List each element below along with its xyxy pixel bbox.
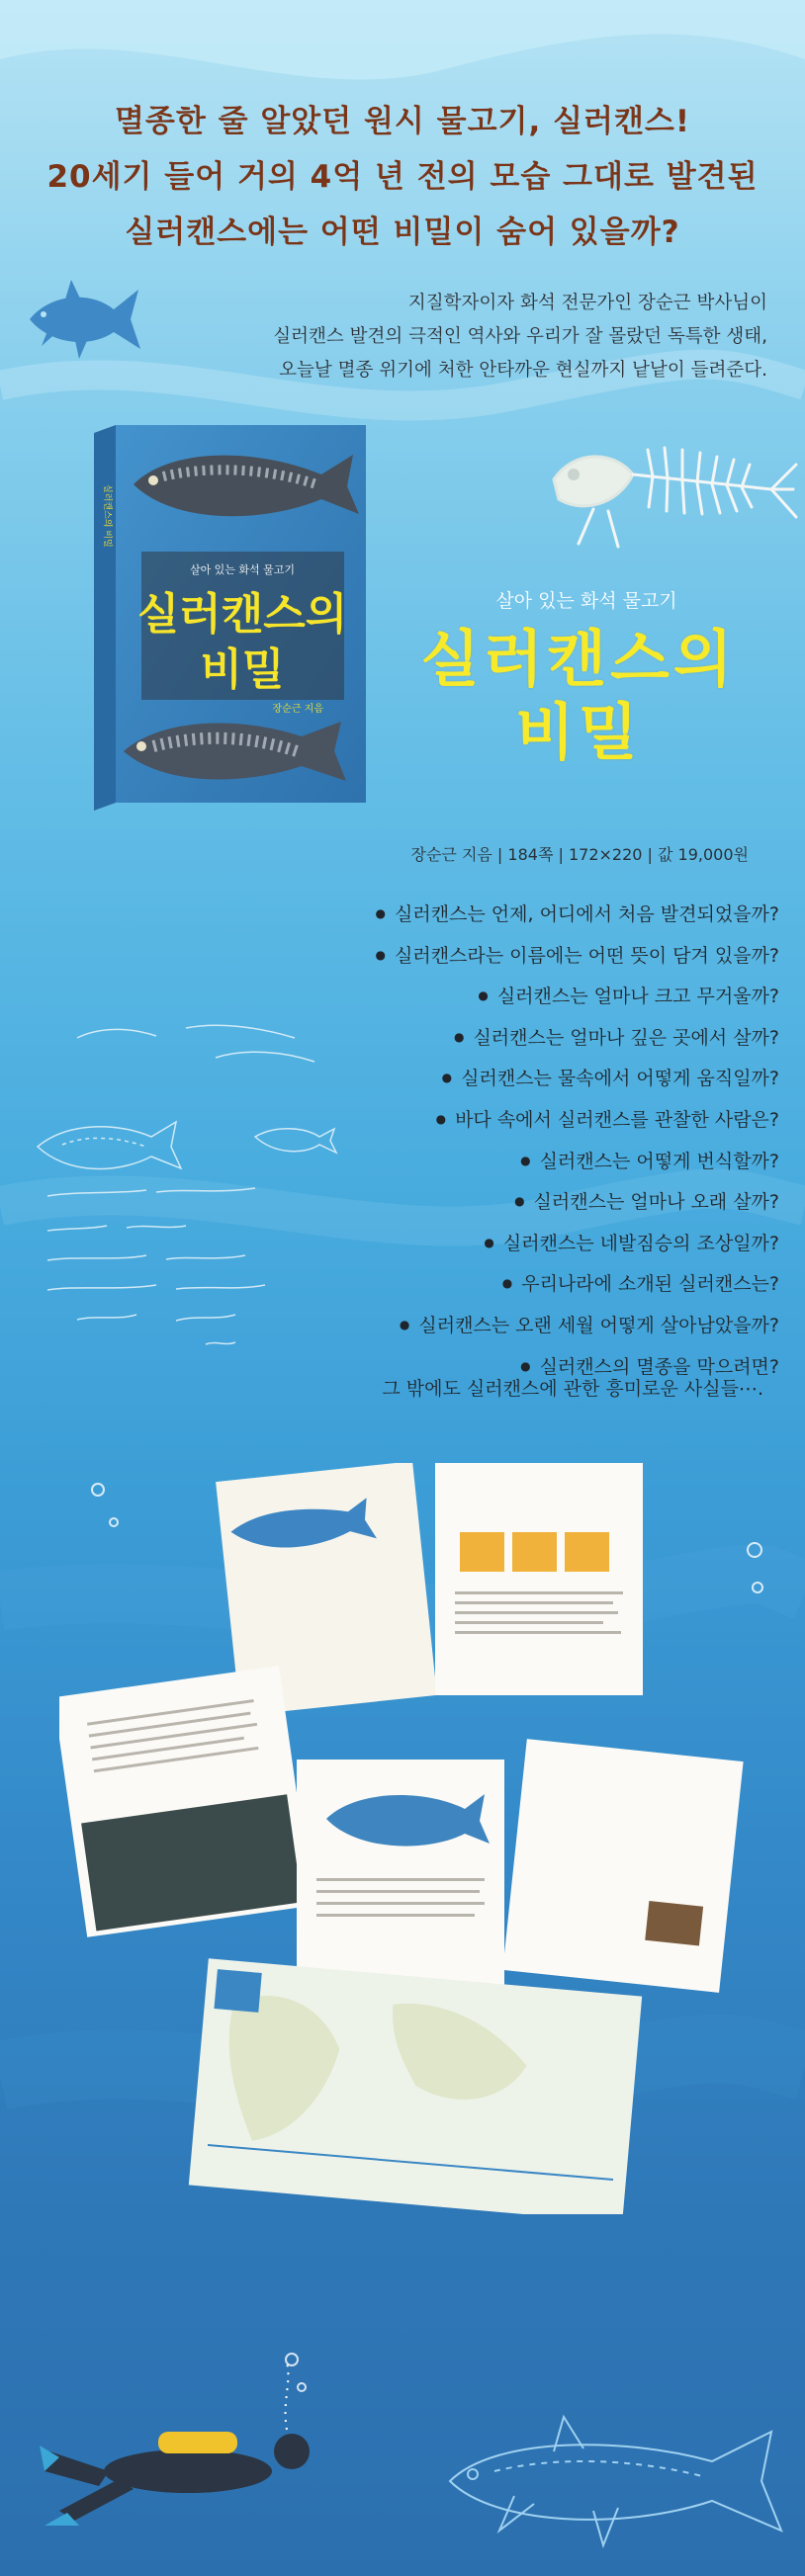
cover-subtitle: 살아 있는 화석 물고기 bbox=[189, 563, 296, 576]
book-cover bbox=[94, 425, 366, 811]
spread-2 bbox=[59, 1666, 313, 1937]
headline-line-3: 실러캔스에는 어떤 비밀이 숨어 있을까? bbox=[125, 215, 680, 250]
intro-line-1: 지질학자이자 화석 전문가인 장순근 박사님이 bbox=[407, 293, 767, 313]
book-cover-art bbox=[94, 425, 366, 811]
book-title bbox=[415, 623, 742, 769]
question-item: ● 실러캔스는 오랜 세월 어떻게 살아남았을까? bbox=[225, 1307, 779, 1348]
question-item: ● 실러캔스는 얼마나 깊은 곳에서 살까? bbox=[225, 1019, 779, 1061]
question-item: ● 실러캔스는 어떻게 번식할까? bbox=[225, 1143, 779, 1184]
more-text: 그 밖에도 실러캔스에 관한 흥미로운 사실들⋯. bbox=[382, 1378, 763, 1400]
coelacanth-silhouette-icon bbox=[20, 265, 148, 374]
question-item: ● 실러캔스라는 이름에는 어떤 뜻이 담겨 있을까? bbox=[225, 937, 779, 979]
question-item: ● 실러캔스는 얼마나 오래 살까? bbox=[225, 1183, 779, 1225]
question-item: ● 실러캔스는 네발짐승의 조상일까? bbox=[225, 1225, 779, 1266]
bubble bbox=[91, 1483, 105, 1497]
cover-title-1: 실러캔스의 bbox=[136, 589, 348, 640]
book-title-line-1: 실러캔스의 bbox=[420, 623, 737, 695]
coelacanth-sketch-icon bbox=[435, 2397, 791, 2555]
cover-spine-text: 실러캔스의 비밀 bbox=[102, 484, 112, 548]
question-item: ● 우리나라에 소개된 실러캔스는? bbox=[225, 1265, 779, 1307]
book-subtitle: 살아 있는 화석 물고기 bbox=[495, 590, 677, 612]
question-item: ● 실러캔스는 물속에서 어떻게 움직일까? bbox=[225, 1060, 779, 1101]
bubble bbox=[752, 1582, 763, 1593]
question-item: ● 바다 속에서 실러캔스를 관찰한 사람은? bbox=[225, 1101, 779, 1143]
fossil-skeleton-icon bbox=[534, 420, 801, 558]
spread-4 bbox=[189, 1958, 642, 2214]
headline bbox=[0, 94, 805, 260]
book-title-line-2: 비밀 bbox=[515, 696, 642, 768]
book-info: 장순근 지음 | 184쪽 | 172×220 | 값 19,000원 bbox=[410, 845, 749, 864]
intro-line-2: 실러캔스 발견의 극적인 역사와 우리가 잘 몰랐던 독특한 생태, bbox=[273, 326, 767, 347]
question-item: ● 실러캔스는 얼마나 크고 무거울까? bbox=[225, 978, 779, 1019]
book-spread-previews bbox=[59, 1463, 752, 2214]
bubble bbox=[747, 1542, 762, 1558]
question-item: ● 실러캔스는 언제, 어디에서 처음 발견되었을까? bbox=[225, 896, 779, 937]
intro-line-3: 오늘날 멸종 위기에 처한 안타까운 현실까지 낱낱이 들려준다. bbox=[279, 360, 767, 381]
scuba-diver-icon bbox=[40, 2362, 326, 2540]
headline-line-1: 멸종한 줄 알았던 원시 물고기, 실러캔스! bbox=[114, 104, 690, 139]
intro-paragraph bbox=[214, 287, 767, 387]
question-item: ● 실러캔스의 멸종을 막으려면? bbox=[225, 1348, 779, 1390]
spread-3 bbox=[297, 1739, 744, 1993]
bubble bbox=[109, 1517, 119, 1527]
cover-author: 장순근 지음 bbox=[272, 704, 323, 715]
cover-title-2: 비밀 bbox=[200, 644, 285, 695]
question-list bbox=[225, 896, 779, 1389]
headline-line-2: 20세기 들어 거의 4억 년 전의 모습 그대로 발견된 bbox=[46, 159, 759, 195]
